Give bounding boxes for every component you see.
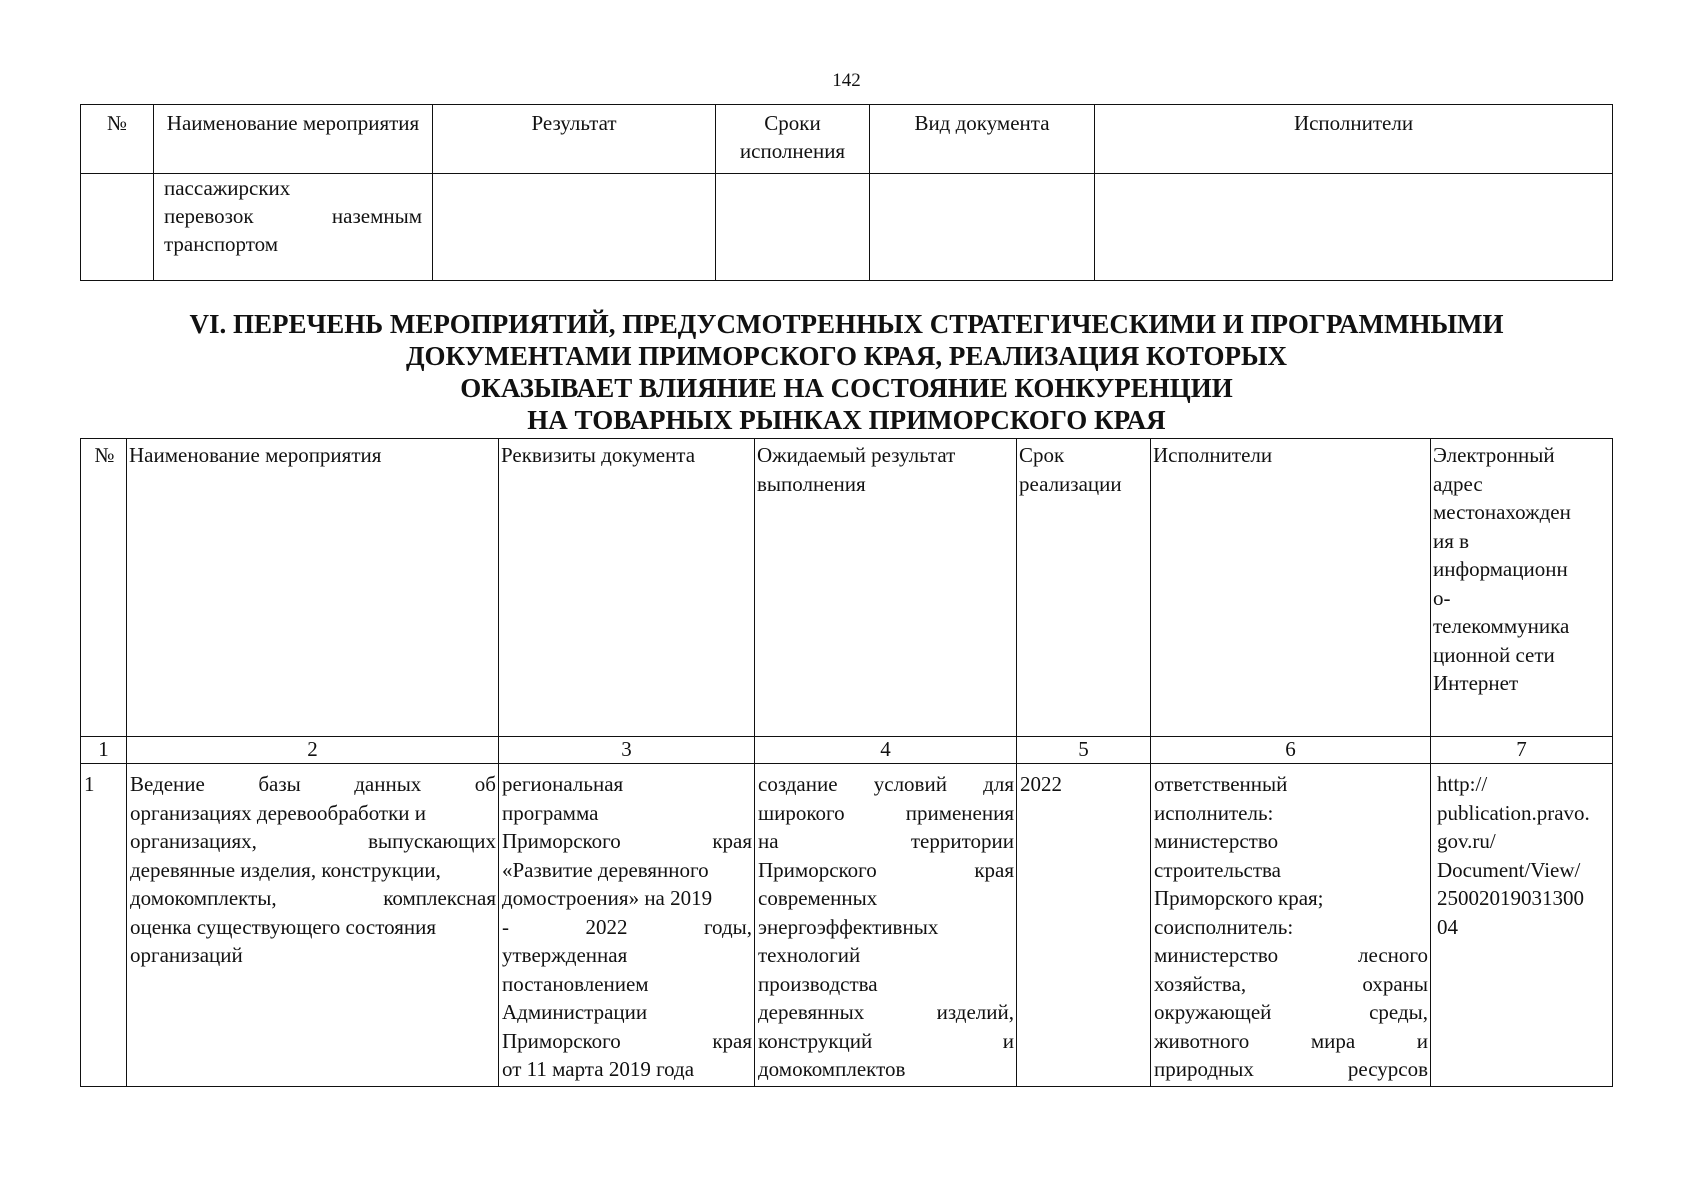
section-heading (0, 308, 1693, 436)
header-event-name: Наименование мероприятия (154, 105, 433, 174)
name-line: транспортом (164, 232, 279, 256)
cell-deadline (716, 174, 870, 281)
word: лесного (1358, 943, 1428, 967)
url-line: publication.pravo. (1437, 800, 1590, 825)
word: животного (1154, 1028, 1250, 1053)
word: края (974, 857, 1014, 882)
cell-document-type (870, 174, 1095, 281)
text-line (502, 1055, 752, 1084)
text-line (1154, 799, 1428, 828)
word: и (1002, 1028, 1014, 1053)
word: применения (905, 800, 1014, 825)
cell-internet-address (1431, 764, 1613, 1087)
text-line (502, 770, 752, 799)
word: выпускающих (368, 829, 496, 853)
text-line (130, 913, 496, 942)
header-line: Ожидаемый результат (757, 443, 956, 467)
word: об (474, 772, 496, 796)
text-line (1154, 913, 1428, 942)
cell-result (433, 174, 716, 281)
text-line (758, 856, 1014, 885)
text-line (502, 799, 752, 828)
heading-line: VI. ПЕРЕЧЕНЬ МЕРОПРИЯТИЙ, ПРЕДУСМОТРЕННЫХ СТРАТЕГИЧЕСКИМИ И ПРОГРАММНЫМИ (189, 309, 1504, 339)
name-line-justified (164, 202, 422, 230)
column-number-cell: 3 (499, 737, 755, 764)
word: Приморского (758, 857, 877, 882)
text-line (502, 856, 752, 885)
url-line: 25002019031300 (1437, 886, 1584, 910)
word: Приморского (502, 1028, 621, 1053)
text-line (130, 799, 496, 828)
word: комплексная (383, 886, 496, 910)
header-deadline: Сроки исполнения (716, 105, 870, 174)
text-line (502, 998, 752, 1027)
column-number-cell: 7 (1431, 737, 1613, 764)
header-result: Результат (433, 105, 716, 174)
header-line: ия в (1433, 528, 1470, 553)
column-number-row (81, 737, 1613, 764)
name-line: пассажирских (164, 176, 291, 200)
text-line (1154, 884, 1428, 913)
cell-executors (1151, 764, 1431, 1087)
text-line (758, 970, 1014, 999)
word: организациях, (130, 829, 257, 853)
word: «Развитие деревянного (502, 857, 709, 882)
word: постановлением (502, 971, 649, 996)
header-num: № (81, 439, 127, 737)
word: организациях деревообработки и (130, 800, 427, 825)
word: края (712, 829, 752, 853)
header-expected-result (755, 439, 1017, 737)
word: министерство (1154, 829, 1279, 853)
header-line: информационн (1433, 557, 1568, 581)
word: условий (873, 772, 947, 796)
continued-table-row (81, 174, 1613, 281)
url-line: http:// (1437, 772, 1488, 796)
word: домокомплекты, (130, 886, 277, 910)
text-line (758, 884, 1014, 913)
url-line: Document/View/ (1437, 857, 1581, 882)
cell-document-details (499, 764, 755, 1087)
table-row (81, 764, 1613, 1087)
header-event-name: Наименование мероприятия (127, 439, 499, 737)
word: домостроения» на 2019 (502, 886, 713, 910)
measures-table (80, 438, 1613, 1087)
cell-expected-result (755, 764, 1017, 1087)
header-internet-address (1431, 439, 1613, 737)
cell-num: 1 (81, 764, 127, 1087)
word: изделий, (936, 1000, 1014, 1024)
word: современных (758, 886, 878, 910)
text-line (758, 1027, 1014, 1056)
continued-table (80, 104, 1613, 281)
header-document-type: Вид документа (870, 105, 1095, 174)
column-number-cell: 1 (81, 737, 127, 764)
text-line (758, 770, 1014, 799)
word: годы, (703, 914, 752, 939)
word: перевозок (164, 204, 254, 228)
text-line (502, 970, 752, 999)
text-line (1154, 998, 1428, 1027)
column-number-cell: 6 (1151, 737, 1431, 764)
text-line (758, 941, 1014, 970)
text-line (1154, 827, 1428, 856)
text-line (1154, 856, 1428, 885)
word: Приморского края; (1154, 886, 1324, 910)
text-line (1154, 970, 1428, 999)
text-line (130, 827, 496, 856)
header-line: Срок (1019, 443, 1065, 467)
heading-line: ОКАЗЫВАЕТ ВЛИЯНИЕ НА СОСТОЯНИЕ КОНКУРЕНЦИИ (460, 373, 1233, 403)
continued-table-header-row (81, 105, 1613, 174)
column-number-cell: 2 (127, 737, 499, 764)
word: и (1416, 1028, 1428, 1053)
text-line (758, 998, 1014, 1027)
word: технологий (758, 943, 861, 967)
word: широкого (758, 800, 845, 825)
text-line (1154, 941, 1428, 970)
text-line (1154, 1027, 1428, 1056)
word: окружающей (1154, 1000, 1272, 1024)
text-line (130, 770, 496, 799)
heading-line: НА ТОВАРНЫХ РЫНКАХ ПРИМОРСКОГО КРАЯ (527, 405, 1166, 435)
word: ответственный (1154, 772, 1288, 796)
cell-executors (1095, 174, 1613, 281)
cell-event-name (127, 764, 499, 1087)
header-line: выполнения (757, 471, 866, 496)
header-executors: Исполнители (1151, 439, 1431, 737)
word: - (502, 914, 509, 939)
cell-term: 2022 (1017, 764, 1151, 1087)
text-line (1154, 1055, 1428, 1084)
word: наземным (331, 204, 422, 228)
word: Ведение (130, 772, 205, 796)
word: исполнитель: (1154, 800, 1274, 825)
word: утвержденная (502, 943, 628, 967)
word: Приморского (502, 829, 621, 853)
text-line (758, 913, 1014, 942)
word: среды, (1369, 1000, 1428, 1024)
header-num: № (81, 105, 154, 174)
cell-num (81, 174, 154, 281)
word: для (983, 772, 1014, 796)
url-line: gov.ru/ (1437, 829, 1496, 853)
text-line (130, 856, 496, 885)
word: края (712, 1028, 752, 1053)
text-line (502, 827, 752, 856)
text-line (758, 1055, 1014, 1084)
text-line (1154, 770, 1428, 799)
word: 2022 (585, 914, 628, 939)
word: организаций (130, 943, 243, 967)
heading-line: ДОКУМЕНТАМИ ПРИМОРСКОГО КРАЯ, РЕАЛИЗАЦИЯ КОТОРЫХ (405, 341, 1288, 371)
word: на (758, 829, 779, 853)
word: региональная (502, 772, 624, 796)
word: министерство (1154, 943, 1279, 967)
column-number-cell: 5 (1017, 737, 1151, 764)
word: территории (910, 829, 1014, 853)
word: хозяйства, (1154, 971, 1247, 996)
column-number-cell: 4 (755, 737, 1017, 764)
word: соисполнитель: (1154, 914, 1294, 939)
header-line: реализации (1019, 471, 1122, 496)
word: программа (502, 800, 599, 825)
text-line (502, 884, 752, 913)
header-line: телекоммуника (1433, 614, 1570, 638)
header-line: ционной сети (1433, 642, 1555, 667)
word: оценка существующего состояния (130, 914, 436, 939)
word: домокомплектов (758, 1057, 906, 1081)
word: Администрации (502, 1000, 648, 1024)
word: природных (1154, 1057, 1254, 1081)
header-executors: Исполнители (1095, 105, 1613, 174)
cell-event-name (154, 174, 433, 281)
text-line (502, 941, 752, 970)
word: ресурсов (1347, 1057, 1428, 1081)
text-line (130, 941, 496, 970)
word: базы (258, 772, 301, 796)
word: деревянные изделия, конструкции, (130, 857, 441, 882)
header-line: местонахожден (1433, 500, 1571, 524)
header-line: о- (1433, 585, 1451, 610)
text-line (758, 827, 1014, 856)
word: конструкций (758, 1028, 873, 1053)
word: мира (1310, 1028, 1356, 1053)
measures-table-header-row (81, 439, 1613, 737)
word: данных (354, 772, 422, 796)
text-line (502, 1027, 752, 1056)
text-line (758, 799, 1014, 828)
page-number: 142 (832, 70, 861, 91)
header-term (1017, 439, 1151, 737)
word: создание (758, 772, 838, 796)
header-line: адрес (1433, 471, 1483, 496)
header-document-details: Реквизиты документа (499, 439, 755, 737)
word: от 11 марта 2019 года (502, 1057, 695, 1081)
word: охраны (1362, 971, 1428, 996)
header-line: Электронный (1433, 443, 1555, 467)
text-line (502, 913, 752, 942)
word: энергоэффективных (758, 914, 939, 939)
text-line (130, 884, 496, 913)
word: строительства (1154, 857, 1282, 882)
word: производства (758, 971, 878, 996)
word: деревянных (758, 1000, 865, 1024)
url-line: 04 (1437, 914, 1458, 939)
header-line: Интернет (1433, 671, 1519, 695)
